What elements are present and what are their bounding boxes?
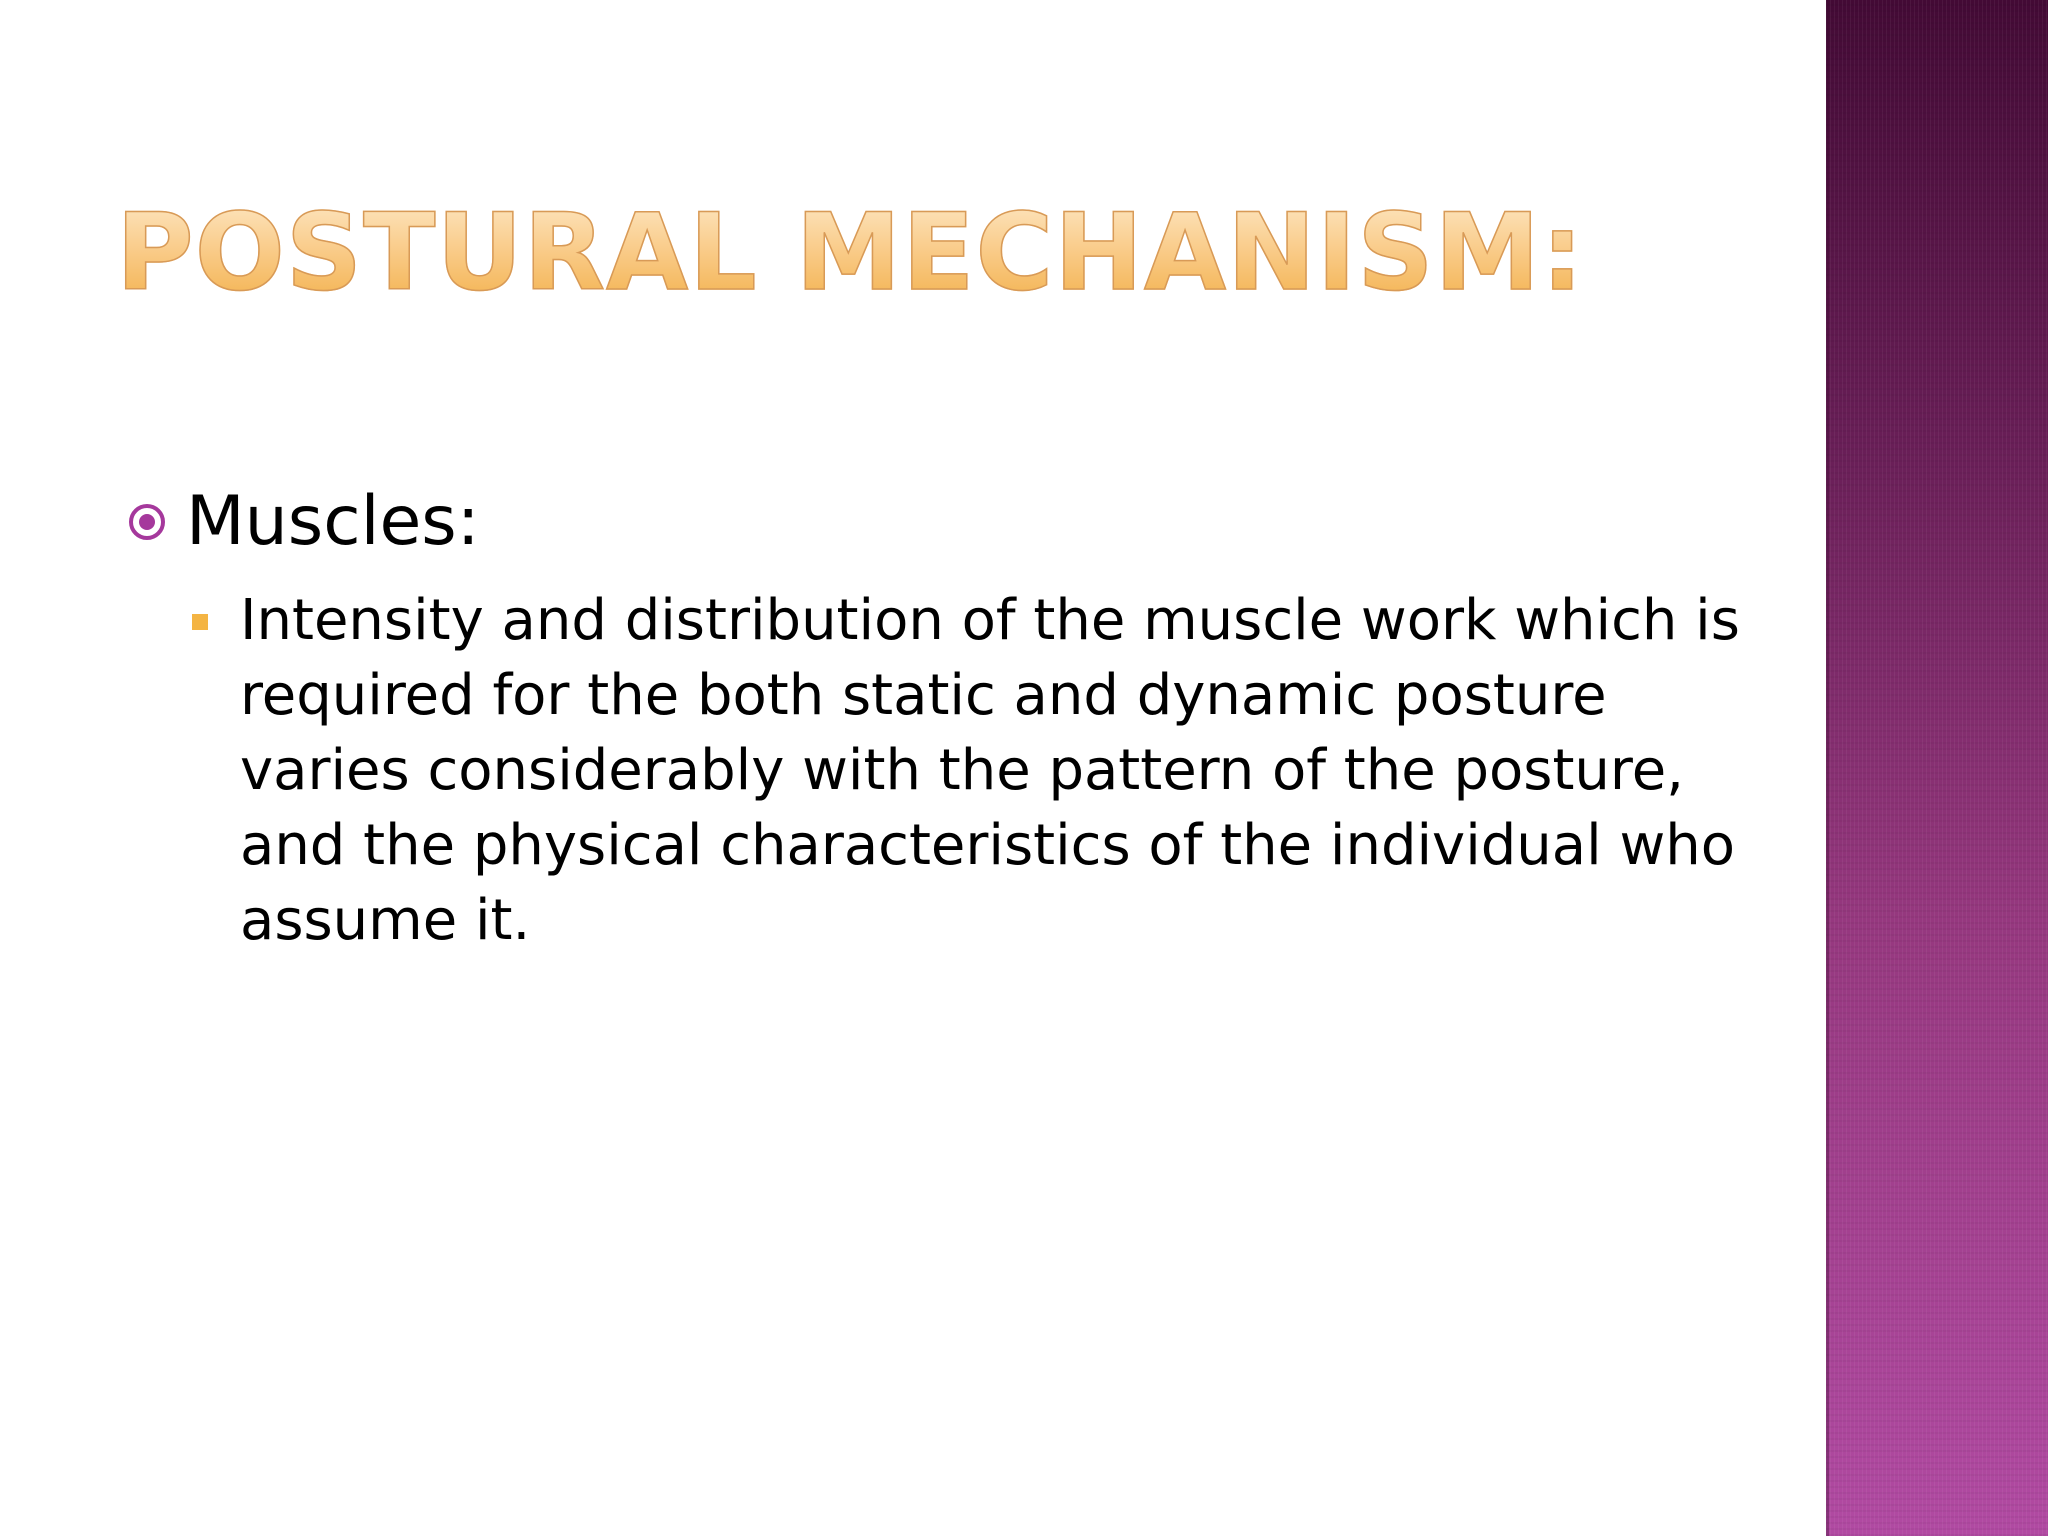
bullet-text-level2: Intensity and distribution of the muscle work which is required for the both static and dynamic posture varies considerably with the pattern of the posture, and the physical characteristics of the individual who assume it.: [240, 588, 1740, 953]
bullet-text-level1: Muscles:: [186, 482, 480, 561]
bullet-item-level2: [192, 583, 1752, 958]
slide-title: POSTURAL MECHANISM:: [116, 191, 1585, 314]
square-bullet-icon: [192, 614, 208, 630]
circle-ring-icon: [128, 503, 166, 541]
bullet-item-level1: [128, 482, 480, 562]
decorative-side-band: [1826, 0, 2048, 1536]
